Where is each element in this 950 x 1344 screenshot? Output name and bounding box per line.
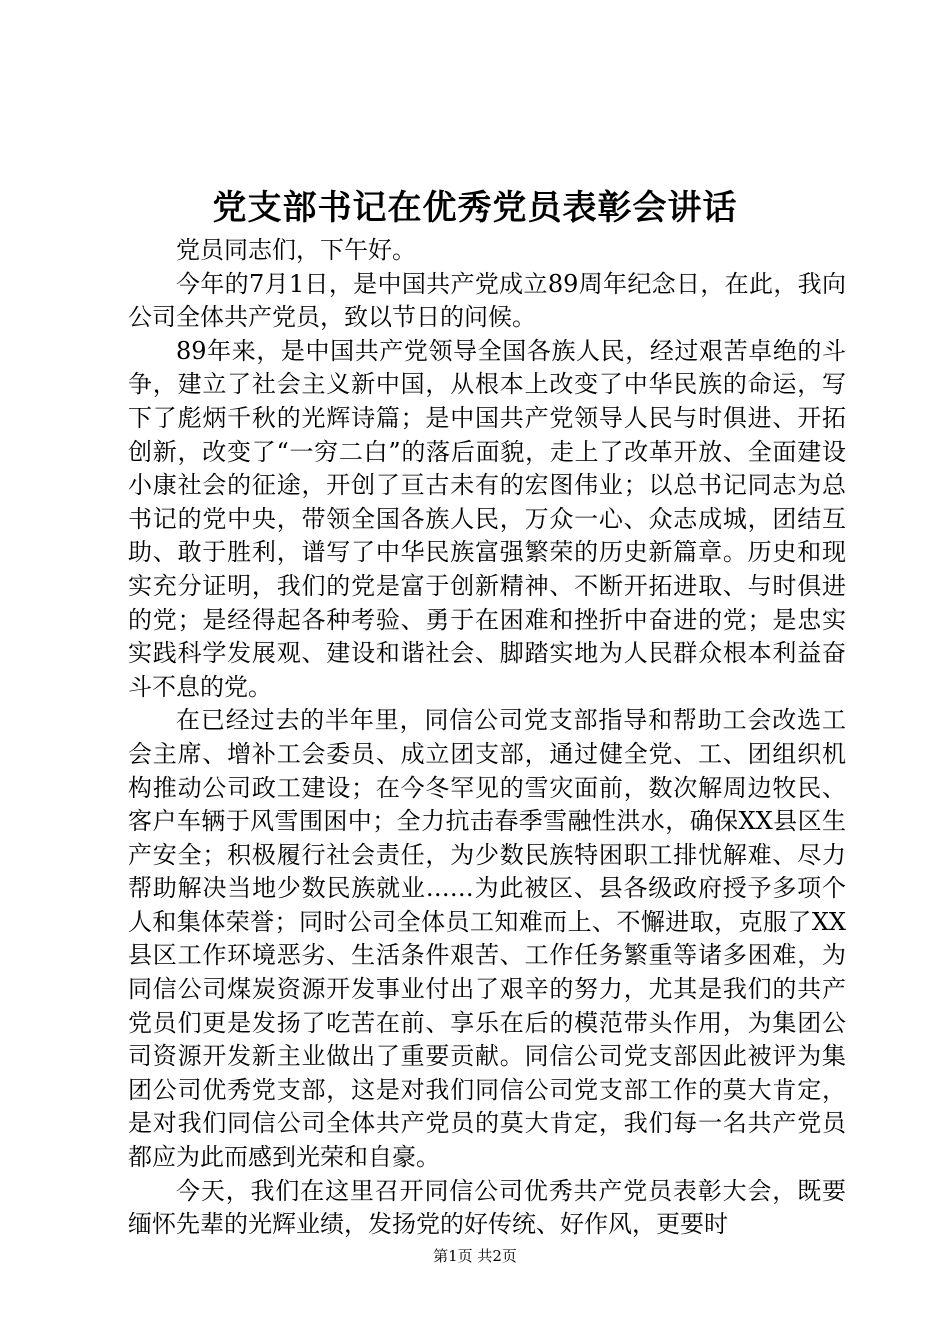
page-number-footer: 第1页 共2页: [433, 1247, 517, 1265]
paragraph-greeting: 党员同志们，下午好。: [176, 236, 416, 264]
paragraph-today: 今天，我们在这里召开同信公司优秀共产党员表彰大会，既要缅怀先辈的光辉业绩，发扬党的好传统、好作风，更要时: [128, 1176, 846, 1239]
paragraph-anniversary: 今年的7月1日，是中国共产党成立89周年纪念日，在此，我向公司全体共产党员，致以节日的问候。: [128, 269, 846, 332]
paragraph-achievements: 在已经过去的半年里，同信公司党支部指导和帮助工会改选工会主席、增补工会委员、成立团支部，通过健全党、工、团组织机构推动公司政工建设；在今冬罕见的雪灾面前，数次解周边牧民、客户车辆于风雪围困中；全力抗击春季雪融性洪水，确保XX县区生产安全；积极履行社会责任，为少数民族特困职工排忧解难、尽力帮助解决当地少数民族就业……为此被区、县各级政府授予多项个人和集体荣誉；同时公司全体员工知难而上、不懈进取，克服了XX县区工作环境恶劣、生活条件艰苦、工作任务繁重等诸多困难，为同信公司煤炭资源开发事业付出了艰辛的努力，尤其是我们的共产党员们更是发扬了吃苦在前、享乐在后的模范带头作用，为集团公司资源开发新主业做出了重要贡献。同信公司党支部因此被评为集团公司优秀党支部，这是对我们同信公司党支部工作的莫大肯定，是对我们同信公司全体共产党员的莫大肯定，我们每一名共产党员都应为此而感到光荣和自豪。: [128, 706, 846, 1172]
document-body: [128, 234, 846, 1242]
paragraph-party-history: 89年来，是中国共产党领导全国各族人民，经过艰苦卓绝的斗争，建立了社会主义新中国，从根本上改变了中华民族的命运，写下了彪炳千秋的光辉诗篇；是中国共产党领导人民与时俱进、开拓创新，改变了“一穷二白”的落后面貌，走上了改革开放、全面建设小康社会的征途，开创了亘古未有的宏图伟业；以总书记同志为总书记的党中央，带领全国各族人民，万众一心、众志成城，团结互助、敢于胜利，谱写了中华民族富强繁荣的历史新篇章。历史和现实充分证明，我们的党是富于创新精神、不断开拓进取、与时俱进的党；是经得起各种考验、勇于在困难和挫折中奋进的党；是忠实实践科学发展观、建设和谐社会、脚踏实地为人民群众根本利益奋斗不息的党。: [128, 336, 846, 701]
page-title: 党支部书记在优秀党员表彰会讲话: [212, 188, 738, 228]
